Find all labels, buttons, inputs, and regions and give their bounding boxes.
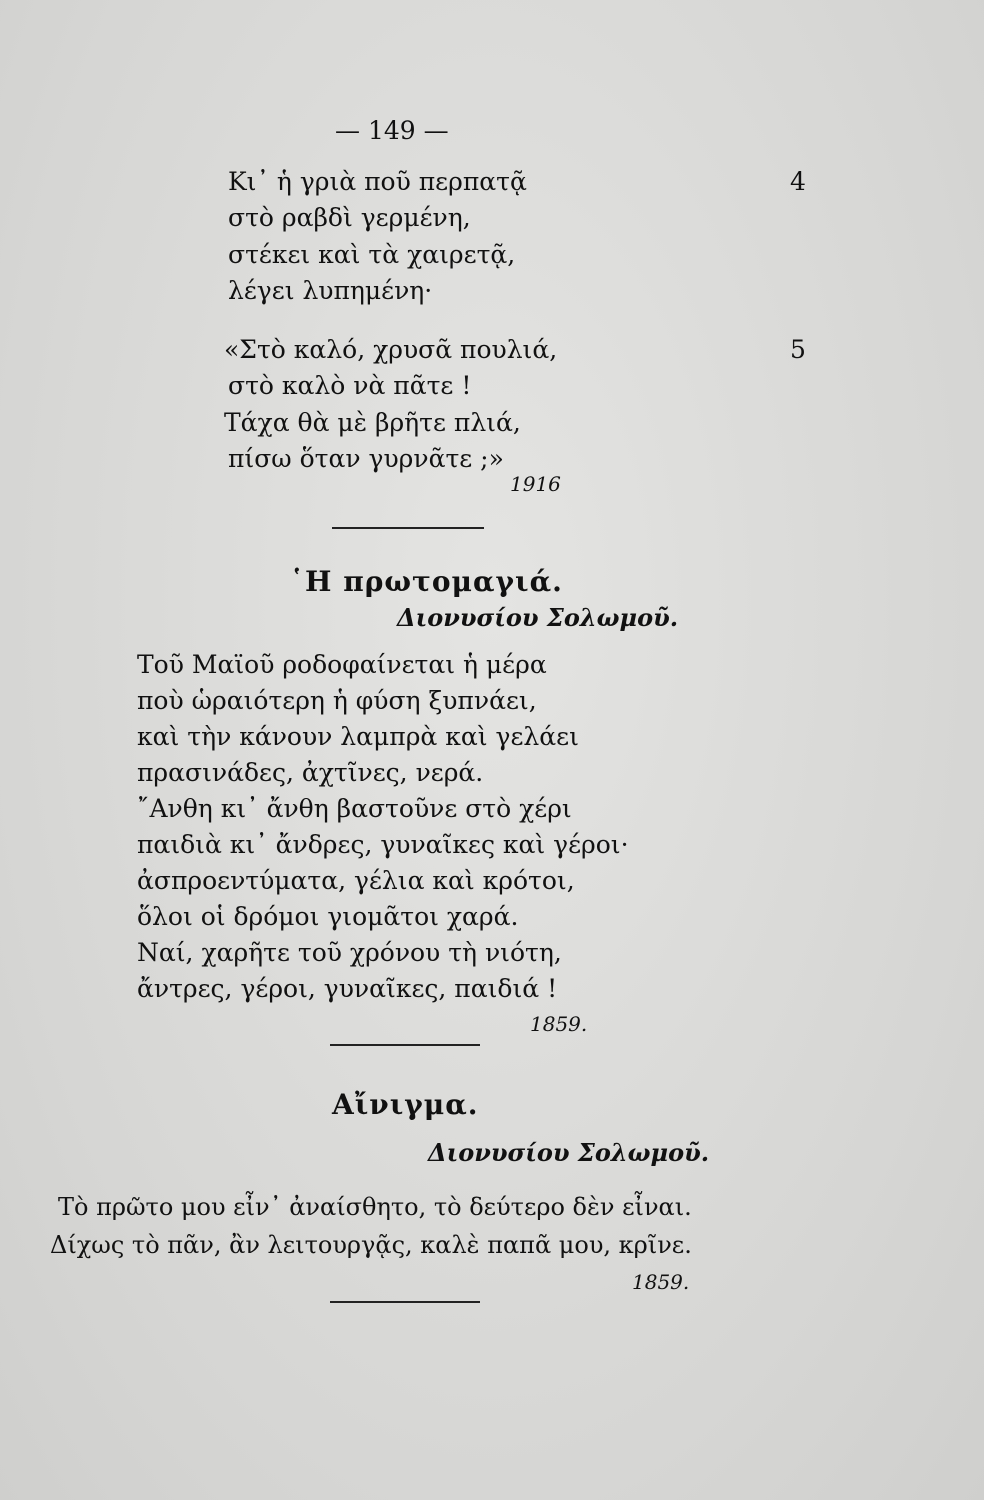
poem-title: Αἴνιγμα. [332,1088,479,1121]
verse-line: Τάχα θὰ μὲ βρῆτε πλιά, [224,408,521,437]
verse-line: Τὸ πρῶτο μου εἶν᾽ ἀναίσθητο, τὸ δεύτερο δὲν εἶναι. [58,1193,692,1221]
verse-line: Ναί, χαρῆτε τοῦ χρόνου τὴ νιότη, [137,938,562,967]
verse-line: Δίχως τὸ πᾶν, ἂν λειτουργᾷς, καλὲ παπᾶ μου, κρῖνε. [50,1231,692,1259]
verse-line: πρασινάδες, ἀχτῖνες, νερά. [137,758,484,787]
verse-line: στὸ καλὸ νὰ πᾶτε ! [228,371,472,400]
poem-title: ῾Η πρωτομαγιά. [290,565,563,598]
poem-year: 1859. [530,1012,588,1036]
verse-line: ὅλοι οἱ δρόμοι γιομᾶτοι χαρά. [137,902,519,931]
poem-year: 1916 [510,472,561,496]
poem-year: 1859. [632,1270,690,1294]
verse-line: στὸ ραβδὶ γερμένη, [228,203,471,232]
verse-line: ἀσπροεντύματα, γέλια καὶ κρότοι, [137,866,575,895]
verse-line: ἄντρες, γέροι, γυναῖκες, παιδιά ! [137,974,558,1003]
poem-author: Διονυσίου Σολωμοῦ. [428,1138,710,1167]
section-divider [330,1301,480,1303]
poem-author: Διονυσίου Σολωμοῦ. [397,603,679,632]
verse-line: πίσω ὅταν γυρνᾶτε ;» [228,444,504,473]
stanza-number-4: 4 [790,167,806,196]
verse-line: παιδιὰ κι᾽ ἄνδρες, γυναῖκες καὶ γέροι· [137,830,629,859]
verse-line: ῎Ανθη κι᾽ ἄνθη βαστοῦνε στὸ χέρι [137,794,572,823]
verse-line: «Στὸ καλό, χρυσᾶ πουλιά, [224,335,558,364]
verse-line: Κι᾽ ἡ γριὰ ποῦ περπατᾷ [228,167,527,196]
section-divider [332,527,484,529]
verse-line: λέγει λυπημένη· [228,276,433,305]
page-number: — 149 — [335,116,449,145]
verse-line: καὶ τὴν κάνουν λαμπρὰ καὶ γελάει [137,722,579,751]
verse-line: στέκει καὶ τὰ χαιρετᾷ, [228,240,516,269]
stanza-number-5: 5 [790,335,806,364]
verse-line: Τοῦ Μαϊοῦ ροδοφαίνεται ἡ μέρα [137,650,547,679]
verse-line: ποὺ ὡραιότερη ἡ φύση ξυπνάει, [137,686,537,715]
section-divider [330,1044,480,1046]
